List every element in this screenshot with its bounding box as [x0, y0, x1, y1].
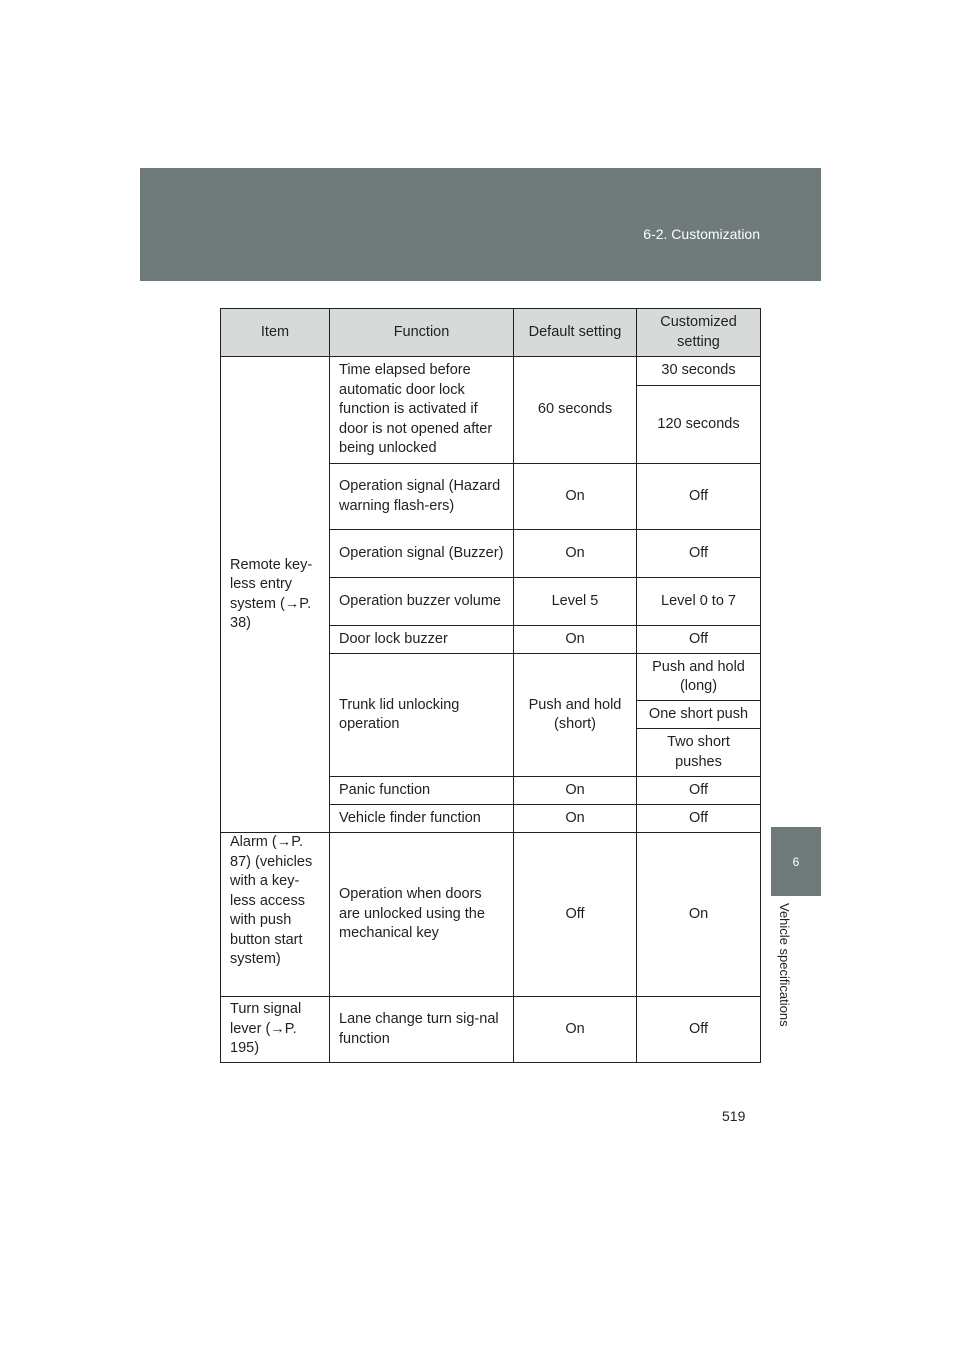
default-cell: On: [514, 464, 637, 530]
function-cell: Operation signal (Hazard warning flash-ers): [330, 464, 514, 530]
customized-cell: Off: [637, 626, 761, 654]
customized-cell: Off: [637, 997, 761, 1063]
function-cell: Operation when doors are unlocked using the mechanical key: [330, 833, 514, 997]
table-row: [221, 357, 761, 386]
default-cell: Off: [514, 833, 637, 997]
customized-cell: 30 seconds: [637, 357, 761, 386]
function-cell: Vehicle finder function: [330, 805, 514, 833]
function-cell: Panic function: [330, 777, 514, 805]
page-number: 519: [722, 1108, 746, 1124]
section-title: 6-2. Customization: [643, 226, 760, 242]
table-row: [221, 997, 761, 1063]
default-cell: 60 seconds: [514, 357, 637, 464]
customized-cell: Off: [637, 530, 761, 578]
customized-cell: One short push: [637, 701, 761, 729]
chapter-number: 6: [792, 855, 800, 869]
customized-cell: Push and hold (long): [637, 654, 761, 701]
customized-cell: On: [637, 833, 761, 997]
customized-cell: Off: [637, 777, 761, 805]
customized-cell: 120 seconds: [637, 386, 761, 464]
default-cell: On: [514, 805, 637, 833]
function-cell: Door lock buzzer: [330, 626, 514, 654]
function-cell: Lane change turn sig-nal function: [330, 997, 514, 1063]
item-cell: Turn signal lever (→P. 195): [221, 997, 330, 1063]
function-cell: Time elapsed before automatic door lock function is activated if door is not opened after being unlocked: [330, 357, 514, 464]
default-cell: On: [514, 626, 637, 654]
customized-cell: Off: [637, 805, 761, 833]
chapter-label: Vehicle specifications: [777, 903, 792, 1027]
header-item: Item: [221, 309, 330, 357]
default-cell: On: [514, 997, 637, 1063]
table-row: [221, 833, 761, 997]
default-cell: Level 5: [514, 578, 637, 626]
function-cell: Operation signal (Buzzer): [330, 530, 514, 578]
item-cell: Remote key-less entry system (→P. 38): [221, 357, 330, 833]
customized-cell: Level 0 to 7: [637, 578, 761, 626]
customized-cell: Off: [637, 464, 761, 530]
header-function: Function: [330, 309, 514, 357]
customization-table: [220, 308, 761, 1063]
default-cell: On: [514, 530, 637, 578]
default-cell: Push and hold (short): [514, 654, 637, 777]
customized-cell: Two short pushes: [637, 729, 761, 777]
item-cell: Alarm (→P. 87) (vehicles with a key-less access with push button start system): [221, 833, 330, 997]
header-default-setting: Default setting: [514, 309, 637, 357]
chapter-tab: [771, 827, 821, 896]
header-band: [140, 168, 821, 281]
header-customized-setting: Customized setting: [637, 309, 761, 357]
function-cell: Trunk lid unlocking operation: [330, 654, 514, 777]
default-cell: On: [514, 777, 637, 805]
table-header-row: [221, 309, 761, 357]
function-cell: Operation buzzer volume: [330, 578, 514, 626]
